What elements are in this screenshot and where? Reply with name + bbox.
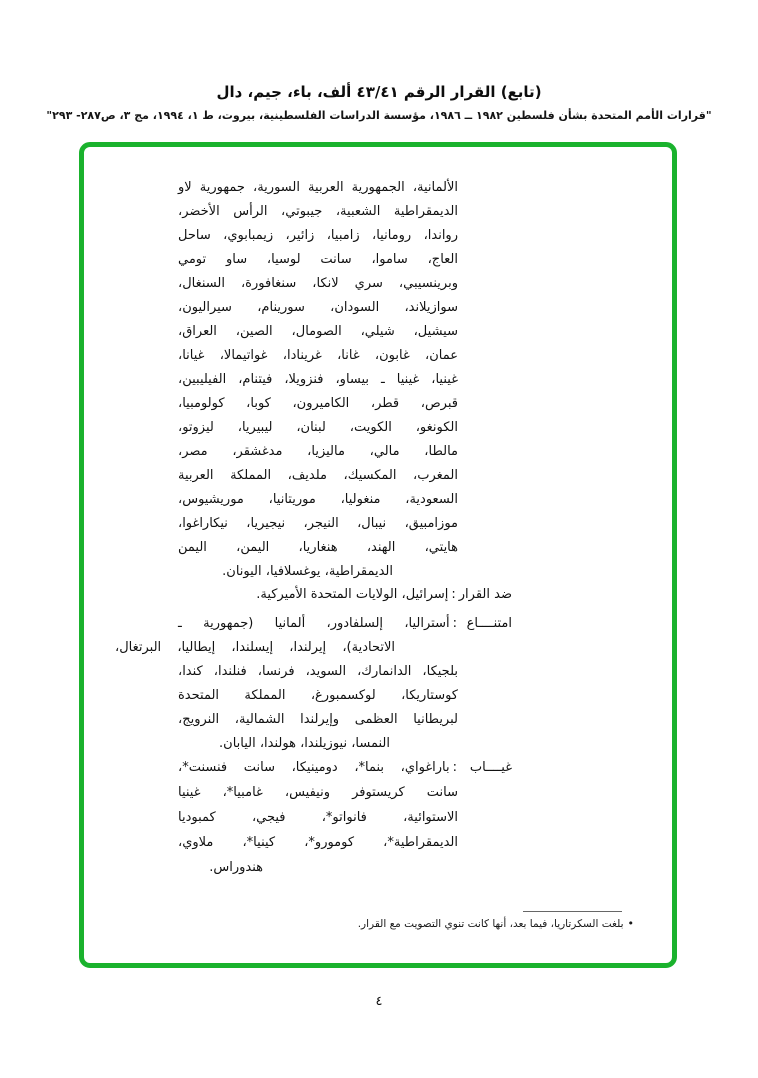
label-colon: :: [451, 587, 456, 602]
vote-section-against: [178, 583, 512, 607]
vote-line: الديمقراطية، يوغسلافيا، اليونان.: [222, 564, 393, 579]
vote-label-absent: غيــــاب: [469, 760, 512, 775]
vote-line: لبريطانيا العظمى وإيرلندا الشمالية، النرويج،: [178, 712, 458, 727]
vote-line: هندوراس.: [209, 860, 263, 875]
citation-line: "قرارات الأمم المتحدة بشأن فلسطين ١٩٨٢ ــ ١٩٨٦، مؤسسة الدراسات الفلسطينية، بيروت، ط ١، ١٩٩٤، مج ٣، ص٢٨٧- ٢٩٣": [46, 109, 712, 122]
vote-line: هايتي، الهند، هنغاريا، اليمن، اليمن: [178, 540, 458, 555]
vote-line: عمان، غابون، غانا، غرينادا، غواتيمالا، غيانا،: [178, 348, 458, 363]
vote-line: النمسا، نيوزيلندا، هولندا، اليابان.: [219, 736, 390, 751]
vote-line: باراغواي، بنما*، دومينيكا، سانت فنسنت*،: [178, 760, 450, 775]
vote-line: إسرائيل، الولايات المتحدة الأميركية.: [256, 587, 449, 602]
vote-line: الألمانية، الجمهورية العربية السورية، جمهورية لاو: [178, 180, 458, 195]
vote-line: غينيا، غينيا ـ بيساو، فنزويلا، فيتنام، الفيليبين،: [178, 372, 458, 387]
vote-label-against: ضد القرار: [458, 587, 512, 602]
page-title: (تابع) القرار الرقم ٤٣/٤١ ألف، باء، جيم، دال: [216, 83, 542, 101]
vote-line: المغرب، المكسيك، ملديف، المملكة العربية: [178, 468, 458, 483]
vote-line: الاستوائية، فانواتو*، فيجي، كمبوديا: [178, 810, 458, 825]
footnote: [294, 917, 634, 930]
footnote-bullet-icon: •: [627, 917, 634, 930]
label-colon: :: [452, 616, 457, 631]
vote-line: مالطا، مالي، ماليزيا، مدغشقر، مصر،: [178, 444, 458, 459]
vote-line: الديمقراطية الشعبية، جيبوتي، الرأس الأخضر،: [178, 204, 458, 219]
vote-line: قبرص، قطر، الكاميرون، كوبا، كولومبيا،: [178, 396, 458, 411]
vote-line: الكونغو، الكويت، لبنان، ليبيريا، ليزوتو،: [178, 420, 458, 435]
footnote-text: بلغت السكرتاريا، فيما بعد، أنها كانت تنوي التصويت مع القرار.: [357, 918, 624, 930]
vote-line: الديمقراطية*، كومورو*، كينيا*، ملاوي،: [178, 835, 458, 850]
vote-line: أستراليا، إلسلفادور، ألمانيا (جمهورية ـ: [178, 616, 450, 631]
vote-line: سوازيلاند، السودان، سورينام، سيراليون،: [178, 300, 458, 315]
vote-label-abstain: امتنــــاع: [466, 616, 512, 631]
vote-line: وبرينسيبي، سري لانكا، سنغافورة، السنغال،: [178, 276, 458, 291]
vote-section-abstain: [115, 612, 512, 756]
vote-line: الاتحادية)، إيرلندا، إيسلندا، إيطاليا، البرتغال،: [115, 640, 395, 655]
vote-line: سانت كريستوفر ونيفيس، غامبيا*، غينيا: [178, 785, 458, 800]
label-colon: :: [452, 760, 457, 775]
vote-line: السعودية، منغوليا، موريتانيا، موريشيوس،: [178, 492, 458, 507]
vote-section-in-favor: [178, 176, 458, 584]
vote-line: موزامبيق، نيبال، النيجر، نيجيريا، نيكاراغوا،: [178, 516, 458, 531]
vote-line: كوستاريكا، لوكسمبورغ، المملكة المتحدة: [178, 688, 458, 703]
vote-section-absent: [178, 755, 512, 880]
vote-line: العاج، ساموا، سانت لوسيا، ساو تومي: [178, 252, 458, 267]
footnote-divider: [523, 911, 622, 912]
page-number: ٤: [375, 994, 383, 1009]
vote-line: بلجيكا، الدانمارك، السويد، فرنسا، فنلندا، كندا،: [178, 664, 458, 679]
vote-line: سيشيل، شيلي، الصومال، الصين، العراق،: [178, 324, 458, 339]
vote-line: رواندا، رومانيا، زامبيا، زائير، زيمبابوي، ساحل: [178, 228, 458, 243]
